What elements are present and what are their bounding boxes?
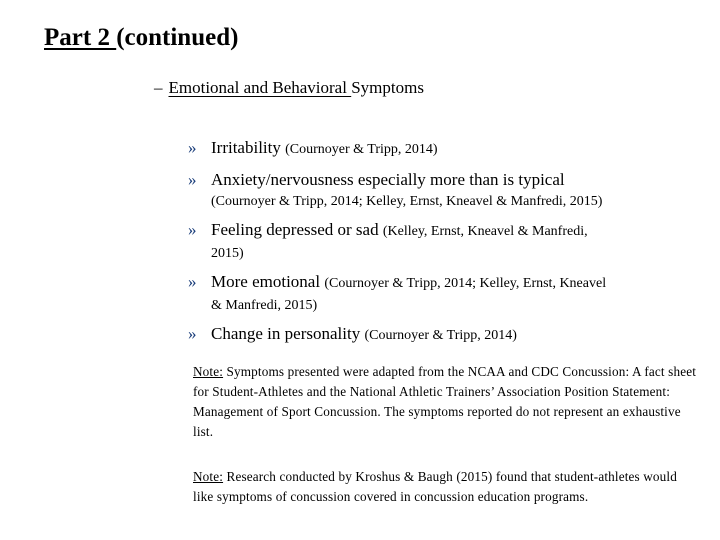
symptom-item-depressed bbox=[188, 218, 708, 264]
symptom-citation: (Cournoyer & Tripp, 2014) bbox=[285, 142, 438, 157]
note-source bbox=[193, 362, 698, 442]
symptom-citation: (Kelley, Ernst, Kneavel & Manfredi, bbox=[382, 224, 588, 239]
note-research bbox=[193, 467, 683, 507]
symptom-citation: (Cournoyer & Tripp, 2014; Kelley, Ernst, Kneavel & Manfredi, 2015) bbox=[211, 194, 603, 209]
symptom-label: More emotional bbox=[211, 272, 325, 291]
symptom-citation: (Cournoyer & Tripp, 2014) bbox=[364, 328, 517, 343]
symptom-list bbox=[188, 136, 708, 354]
subheading-dash: – bbox=[154, 78, 163, 97]
symptom-item-emotional bbox=[188, 270, 708, 316]
symptom-item-irritability bbox=[188, 136, 708, 162]
symptom-label: Anxiety/nervousness especially more than is typical bbox=[211, 170, 565, 189]
title-rest: (continued) bbox=[116, 24, 239, 51]
note-label: Note: bbox=[193, 469, 224, 484]
subheading-rest: Symptoms bbox=[351, 78, 424, 97]
bullet-marker: » bbox=[188, 170, 197, 189]
title-underlined: Part 2 bbox=[44, 24, 117, 51]
subheading-underlined: Emotional and Behavioral bbox=[168, 78, 352, 97]
subheading bbox=[154, 78, 424, 98]
note-text: Symptoms presented were adapted from the NCAA and CDC Concussion: A fact sheet for Student-Athletes and the National Athletic Trainers’ Association Position Statement: Management of Sport Concussion. The symptoms reported do not represent an exhaustive list. bbox=[193, 364, 697, 439]
symptom-label: Change in personality bbox=[211, 324, 365, 343]
symptom-label: Irritability bbox=[211, 138, 286, 157]
bullet-marker: » bbox=[188, 272, 197, 291]
symptom-citation-continued: 2015) bbox=[211, 246, 244, 261]
bullet-marker: » bbox=[188, 138, 197, 157]
symptom-item-anxiety bbox=[188, 168, 708, 212]
slide-title bbox=[44, 24, 238, 52]
symptom-label: Feeling depressed or sad bbox=[211, 220, 383, 239]
symptom-citation-continued: & Manfredi, 2015) bbox=[211, 298, 318, 313]
note-label: Note: bbox=[193, 364, 224, 379]
symptom-item-personality bbox=[188, 322, 708, 348]
symptom-citation: (Cournoyer & Tripp, 2014; Kelley, Ernst, Kneavel bbox=[324, 276, 607, 291]
bullet-marker: » bbox=[188, 220, 197, 239]
bullet-marker: » bbox=[188, 324, 197, 343]
note-text: Research conducted by Kroshus & Baugh (2015) found that student-athletes would like symptoms of concussion covered in concussion education programs. bbox=[193, 469, 677, 504]
